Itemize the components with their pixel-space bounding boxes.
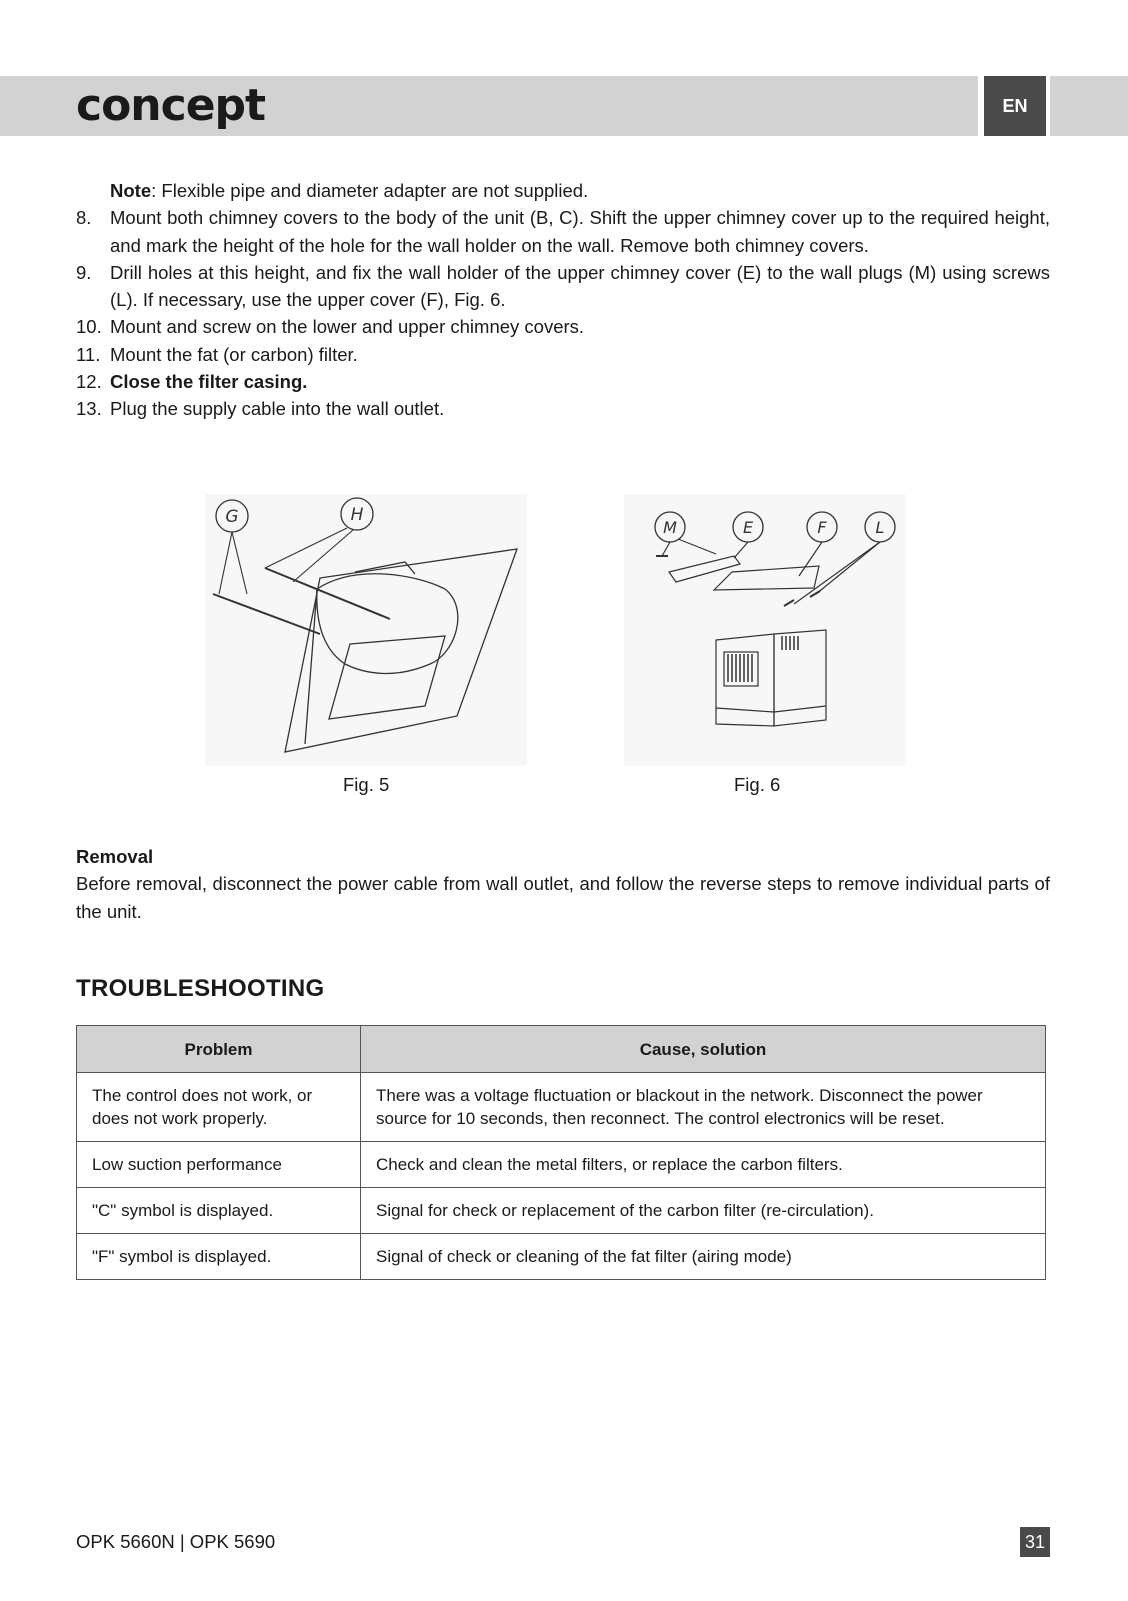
table-row (77, 1234, 1046, 1280)
step-number: 12. (76, 371, 102, 393)
instructions (76, 177, 1050, 423)
header-right-band (1050, 76, 1128, 136)
callout-label: H (350, 505, 364, 525)
figure-6-caption: Fig. 6 (734, 774, 781, 795)
footer-model: OPK 5660N | OPK 5690 (76, 1531, 276, 1552)
problem-cell: "C" symbol is displayed. (77, 1188, 361, 1234)
table-row (77, 1142, 1046, 1188)
figure-5-illustration (205, 494, 527, 766)
step-number: 9. (76, 261, 92, 283)
column-header-problem: Problem (77, 1026, 361, 1073)
step-text: Drill holes at this height, and fix the wall holder of the upper chimney cover (E) to the wall plugs (M) using screws (L). If necessary, use the upper cover (F), Fig. 6. (110, 261, 1050, 311)
step-text: Plug the supply cable into the wall outlet. (110, 398, 445, 420)
removal-text: Before removal, disconnect the power cable from wall outlet, and follow the reverse steps to remove individual parts of the unit. (76, 873, 1050, 922)
figure-5-caption: Fig. 5 (343, 774, 390, 795)
removal-title: Removal (76, 846, 154, 867)
callout-label: F (817, 518, 827, 537)
problem-cell: "F" symbol is displayed. (77, 1234, 361, 1280)
step-number: 8. (76, 207, 92, 229)
callout-label: L (875, 518, 885, 537)
step-number: 10. (76, 316, 102, 338)
step-item (76, 204, 1050, 259)
table-row (77, 1073, 1046, 1142)
callout-label: M (663, 518, 677, 537)
chimney-cover-drawing (624, 494, 906, 766)
step-text: Mount and screw on the lower and upper chimney covers. (110, 316, 585, 338)
brand-logo: concept (76, 80, 266, 131)
troubleshooting-table (76, 1025, 1046, 1280)
callout-label: G (225, 507, 239, 527)
step-item (76, 368, 1050, 395)
note-text: : Flexible pipe and diameter adapter are not supplied. (151, 180, 589, 201)
range-hood-drawing (205, 494, 527, 766)
figure-6-illustration (624, 494, 906, 766)
step-item (76, 259, 1050, 314)
table-row (77, 1188, 1046, 1234)
language-badge: EN (984, 76, 1046, 136)
solution-cell: Signal of check or cleaning of the fat filter (airing mode) (361, 1234, 1046, 1280)
steps-list (76, 204, 1050, 422)
problem-cell: Low suction performance (77, 1142, 361, 1188)
note-label: Note (110, 180, 152, 201)
step-text: Mount both chimney covers to the body of the unit (B, C). Shift the upper chimney cover up to the required height, and mark the height of the hole for the wall holder on the wall. Remove both chimney covers. (110, 207, 1050, 256)
solution-cell: Signal for check or replacement of the carbon filter (re-circulation). (361, 1188, 1046, 1234)
step-item (76, 395, 1050, 422)
solution-cell: There was a voltage fluctuation or blackout in the network. Disconnect the power source for 10 seconds, then reconnect. The control electronics will be reset. (361, 1073, 1046, 1142)
step-text: Mount the fat (or carbon) filter. (110, 343, 358, 365)
solution-cell: Check and clean the metal filters, or replace the carbon filters. (361, 1142, 1046, 1188)
troubleshooting-heading: TROUBLESHOOTING (76, 975, 325, 1002)
step-text: Close the filter casing. (110, 371, 308, 393)
step-number: 11. (76, 343, 101, 365)
removal-section (76, 843, 1050, 925)
step-item (76, 341, 1050, 368)
problem-cell: The control does not work, or does not work properly. (77, 1073, 361, 1142)
note-line (76, 177, 1050, 204)
column-header-cause: Cause, solution (361, 1026, 1046, 1073)
table-header-row (77, 1026, 1046, 1073)
page-number: 31 (1020, 1527, 1050, 1557)
callout-label: E (742, 518, 754, 537)
step-item (76, 313, 1050, 340)
step-number: 13. (76, 398, 102, 420)
